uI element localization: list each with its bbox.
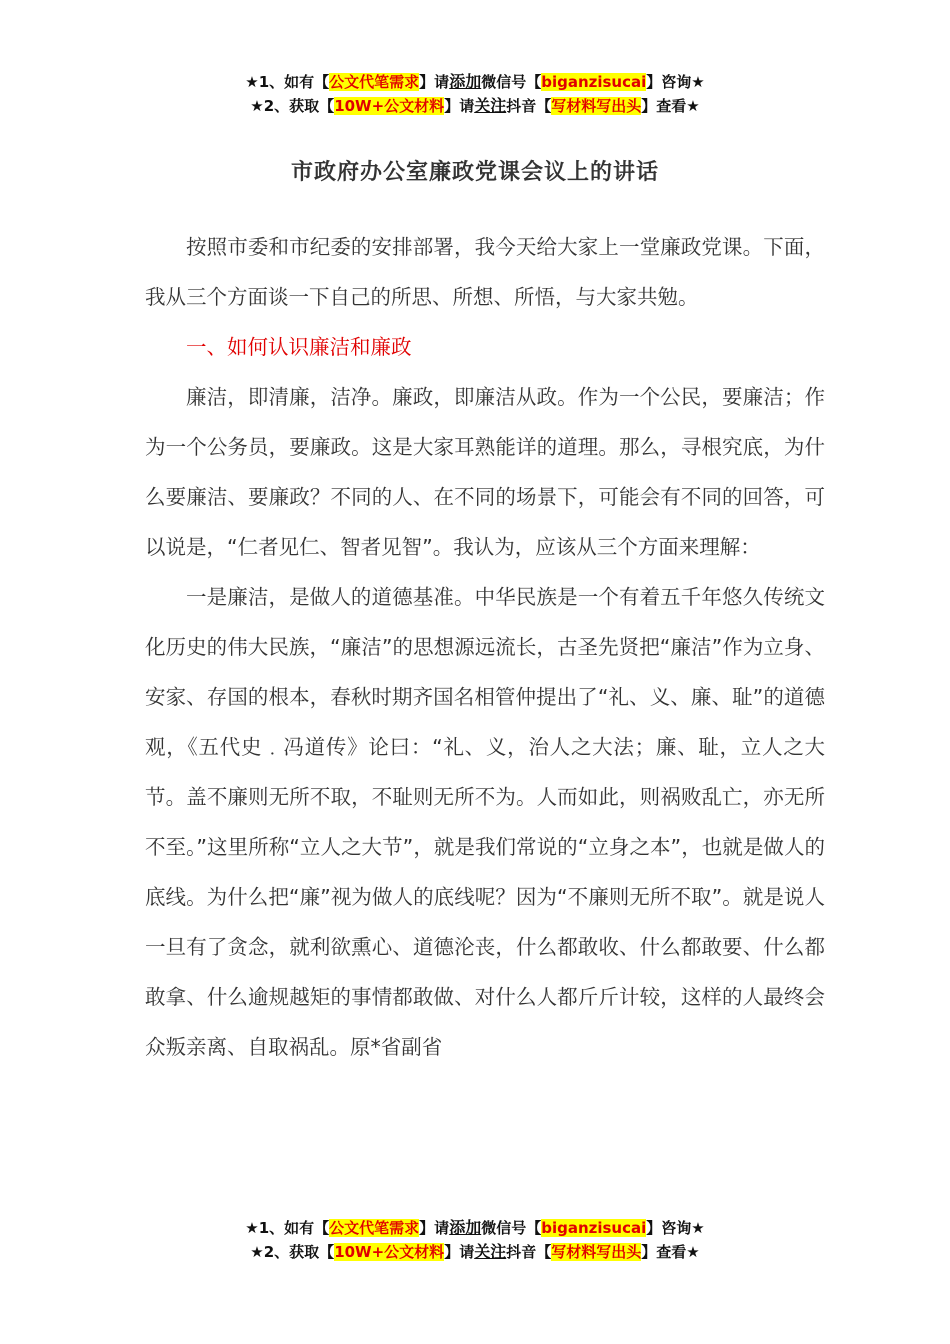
document-title: 市政府办公室廉政党课会议上的讲话 [290, 160, 659, 185]
star-icon: ★ [245, 73, 259, 91]
banner-line-1: ★1、如有【公文代笔需求】请添加微信号【biganzisucai】咨询★ [245, 1218, 705, 1237]
document-body [145, 222, 825, 1072]
highlight-douyin-account: 写材料写出头 [551, 1243, 642, 1261]
header-banner [0, 70, 950, 118]
highlight-ghostwriting: 公文代笔需求 [329, 1219, 420, 1237]
highlight-materials: 10W+公文材料 [334, 97, 445, 115]
star-icon: ★ [250, 97, 264, 115]
highlight-ghostwriting: 公文代笔需求 [329, 73, 420, 91]
highlight-wechat-id: biganzisucai [541, 73, 647, 91]
highlight-douyin-account: 写材料写出头 [551, 97, 642, 115]
highlight-materials: 10W+公文材料 [334, 1243, 445, 1261]
paragraph-definition: 廉洁，即清廉，洁净。廉政，即廉洁从政。作为一个公民，要廉洁；作为一个公务员，要廉政。这是大家耳熟能详的道理。那么，寻根究底，为什么要廉洁、要廉政？不同的人、在不同的场景下，可能会有不同的回答，可以说是，“仁者见仁、智者见智”。我认为，应该从三个方面来理解： [145, 385, 825, 559]
paragraph-point-1: 一是廉洁，是做人的道德基准。中华民族是一个有着五千年悠久传统文化历史的伟大民族，“廉洁”的思想源远流长，古圣先贤把“廉洁”作为立身、安家、存国的根本，春秋时期齐国名相管仲提出了“礼、义、廉、耻”的道德观，《五代史﹒冯道传》论曰：“礼、义，治人之大法；廉、耻，立人之大节。盖不廉则无所不取，不耻则无所不为。人而如此，则祸败乱亡，亦无所不至。”这里所称“立人之大节”，就是我们常说的“立身之本”，也就是做人的底线。为什么把“廉”视为做人的底线呢？因为“不廉则无所不取”。就是说人一旦有了贪念，就利欲熏心、道德沦丧，什么都敢收、什么都敢要、什么都敢拿、什么逾规越矩的事情都敢做、对什么人都斤斤计较，这样的人最终会众叛亲离、自取祸乱。原*省副省 [145, 585, 825, 1059]
star-icon: ★ [250, 1243, 264, 1261]
paragraph-intro: 按照市委和市纪委的安排部署，我今天给大家上一堂廉政党课。下面，我从三个方面谈一下自己的所思、所想、所悟，与大家共勉。 [145, 235, 825, 309]
banner-line-2: ★2、获取【10W+公文材料】请关注抖音【写材料写出头】查看★ [250, 1242, 700, 1261]
highlight-wechat-id: biganzisucai [541, 1219, 647, 1237]
footer-banner [0, 1216, 950, 1264]
banner-line-1: ★1、如有【公文代笔需求】请添加微信号【biganzisucai】咨询★ [245, 72, 705, 91]
section-heading-1: 一、如何认识廉洁和廉政 [186, 335, 412, 359]
star-icon: ★ [245, 1219, 259, 1237]
banner-line-2: ★2、获取【10W+公文材料】请关注抖音【写材料写出头】查看★ [250, 96, 700, 115]
